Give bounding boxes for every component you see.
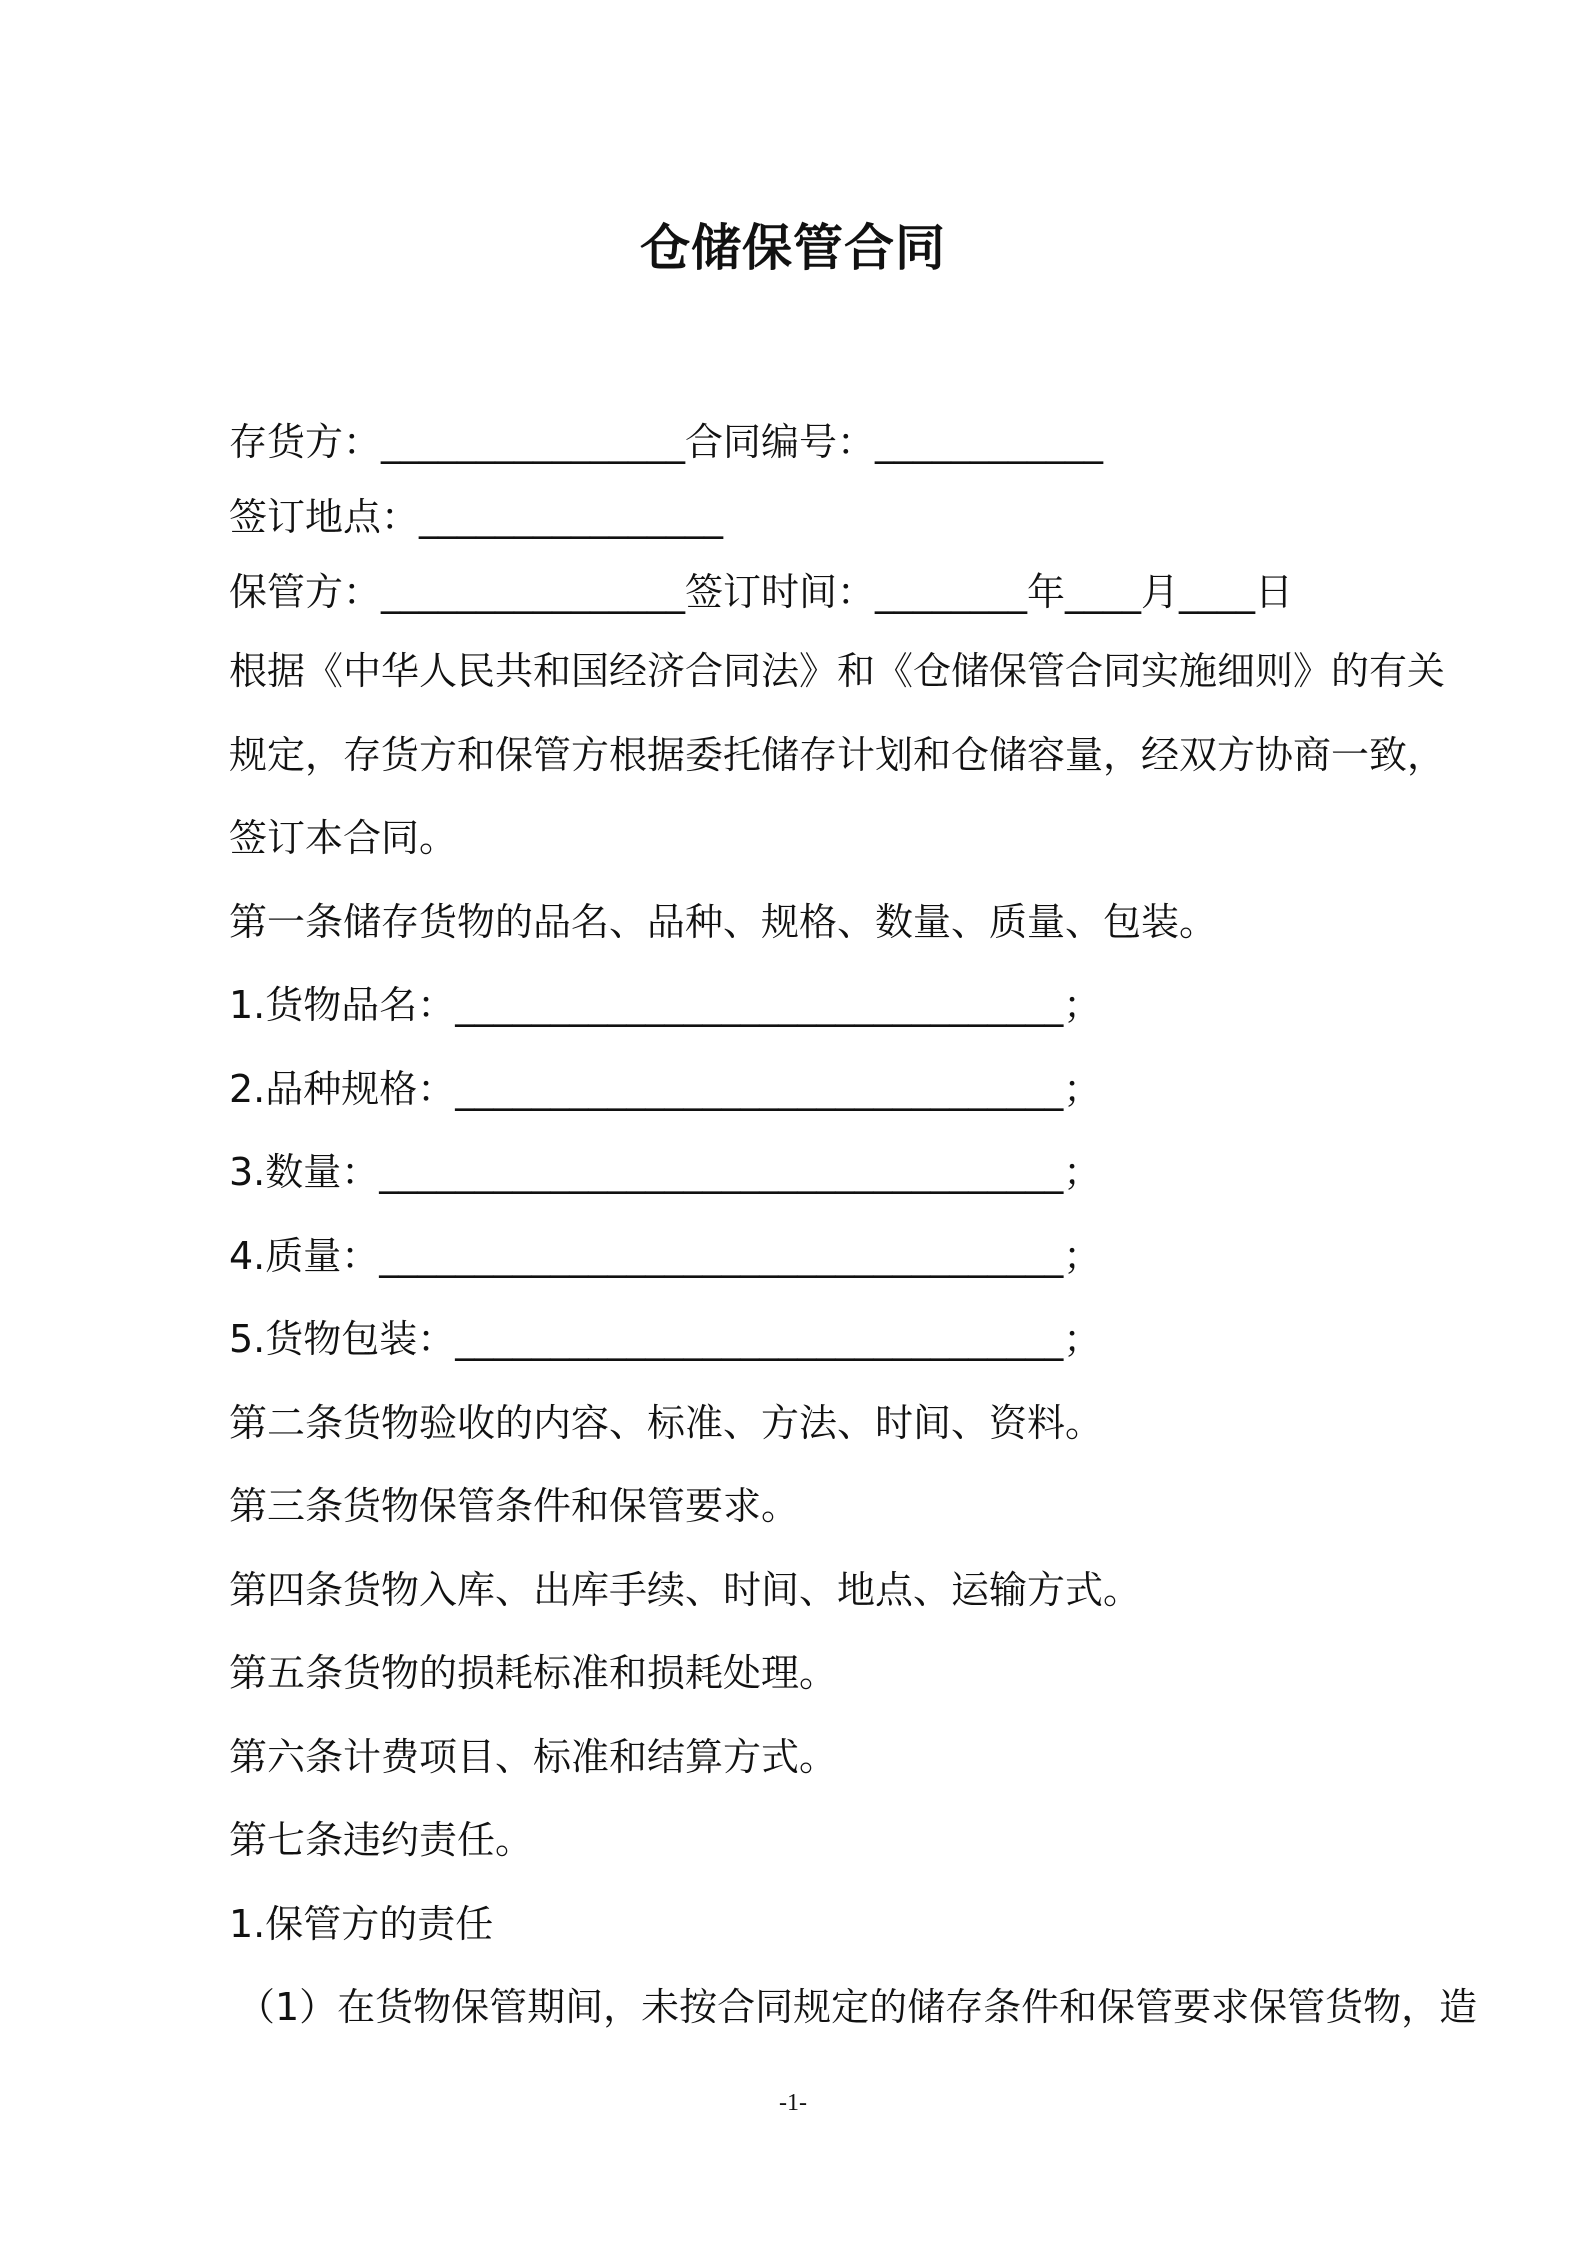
article-7-heading: 第七条违约责任。 [229, 1818, 534, 1862]
article-4-heading: 第四条货物入库、出库手续、时间、地点、运输方式。 [229, 1567, 1142, 1612]
custodian-liability-item-1: （1）在货物保管期间，未按合同规定的储存条件和保管要求保管货物，造 [237, 1985, 1478, 2029]
article-5-heading: 第五条货物的损耗标准和损耗处理。 [229, 1651, 838, 1695]
document-body [229, 405, 1478, 2050]
article-3-heading: 第三条货物保管条件和保管要求。 [229, 1484, 800, 1528]
paragraph-preamble-line-1: 根据《中华人民共和国经济合同法》和《仓储保管合同实施细则》的有关 [229, 649, 1446, 693]
article-2-heading: 第二条货物验收的内容、标准、方法、时间、资料。 [229, 1400, 1104, 1445]
field-quantity: 3.数量：____________________________________； [229, 1150, 1102, 1194]
field-variety-spec: 2.品种规格：________________________________； [229, 1066, 1102, 1111]
field-quality: 4.质量：____________________________________； [229, 1233, 1102, 1278]
document-title: 仓储保管合同 [640, 219, 946, 277]
field-custodian-signing-date: 保管方：________________签订时间：________年____月____日 [229, 570, 1294, 614]
article-1-heading: 第一条储存货物的品名、品种、规格、数量、质量、包装。 [229, 899, 1218, 944]
field-signing-place: 签订地点：________________ [229, 495, 724, 539]
field-goods-name: 1.货物品名：________________________________； [229, 983, 1102, 1027]
field-packaging: 5.货物包装：________________________________； [229, 1317, 1102, 1361]
page-number: -1- [779, 2090, 807, 2116]
custodian-liability-heading: 1.保管方的责任 [229, 1901, 494, 1946]
paragraph-preamble-line-3: 签订本合同。 [229, 816, 458, 860]
field-depositor-contract-no: 存货方：________________合同编号：____________ [229, 420, 1104, 464]
paragraph-preamble-line-2: 规定，存货方和保管方根据委托储存计划和仓储容量，经双方协商一致， [229, 732, 1446, 777]
article-6-heading: 第六条计费项目、标准和结算方式。 [229, 1734, 838, 1779]
